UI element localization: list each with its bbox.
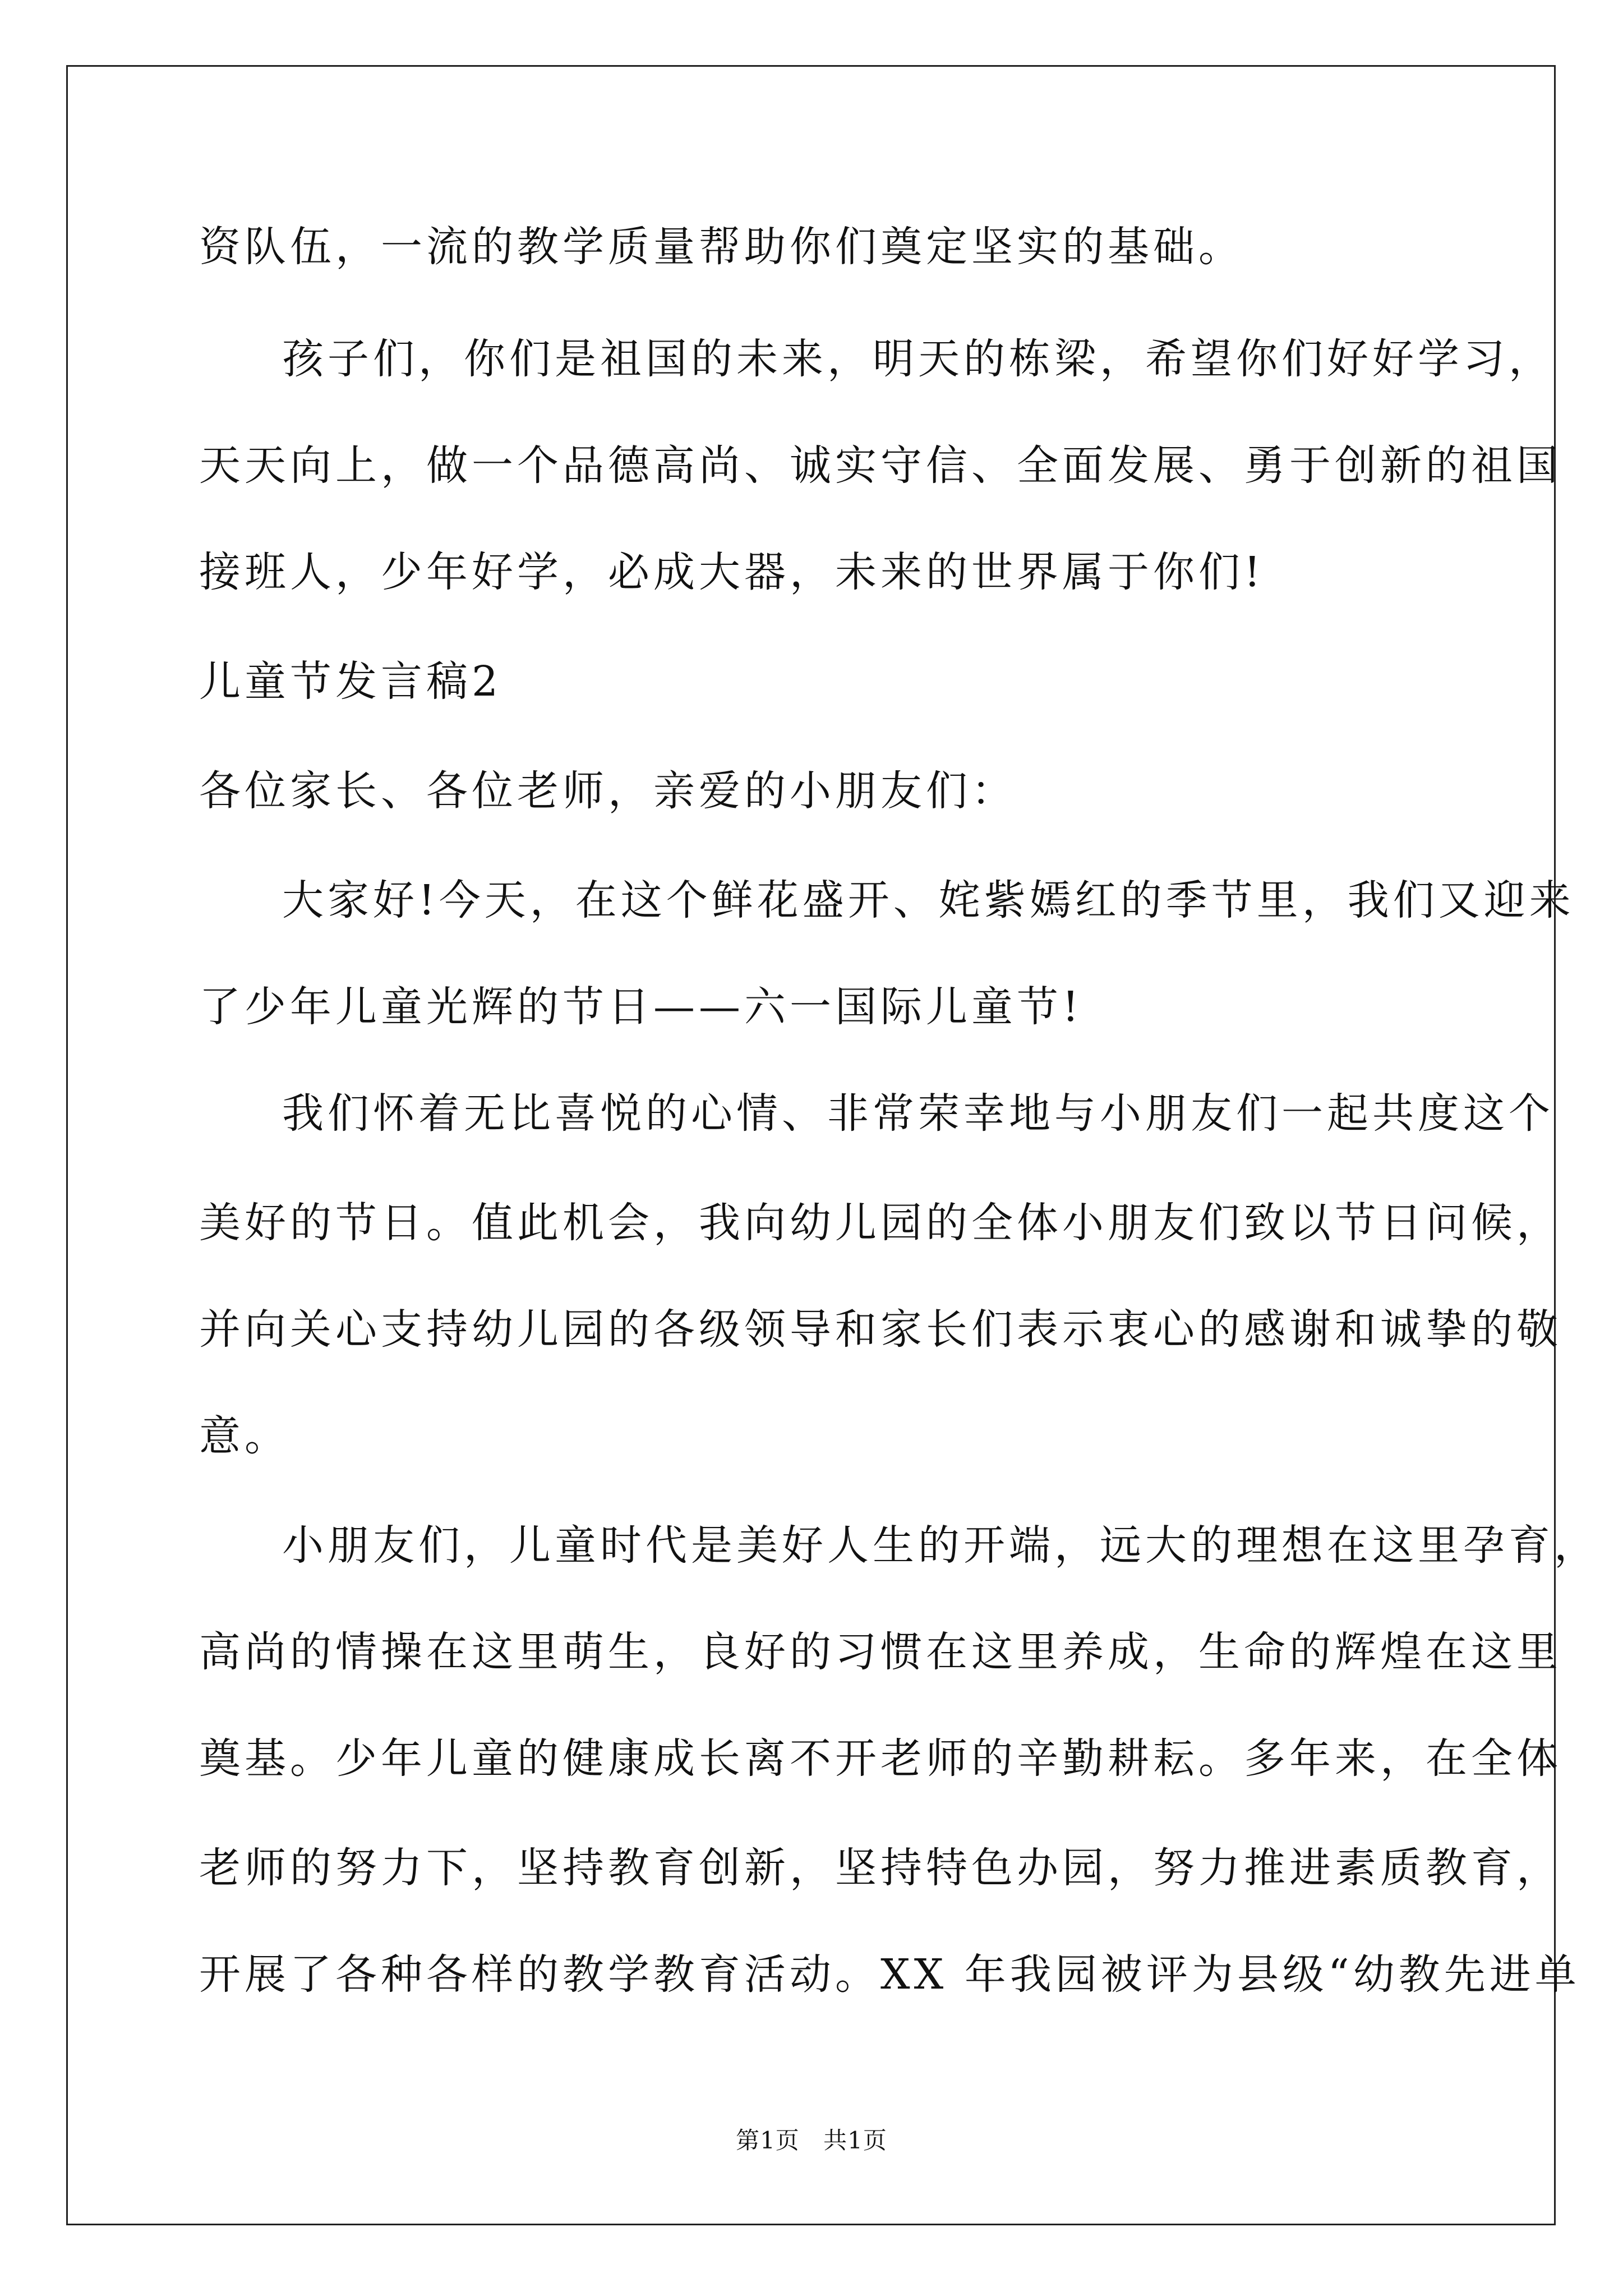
text-line: 资队伍，一流的教学质量帮助你们奠定坚实的基础。: [199, 223, 1244, 271]
text-line: 孩子们，你们是祖国的未来，明天的栋梁，希望你们好好学习，: [282, 335, 1554, 383]
text-line: 大家好!今天，在这个鲜花盛开、姹紫嫣红的季节里，我们又迎来: [282, 876, 1575, 924]
text-line: 并向关心支持幼儿园的各级领导和家长们表示衷心的感谢和诚挚的敬: [199, 1305, 1562, 1354]
text-line: 开展了各种各样的教学教育活动。XX 年我园被评为县级“幼教先进单: [199, 1950, 1580, 1999]
text-line: 奠基。少年儿童的健康成长离不开老师的辛勤耕耘。多年来，在全体: [199, 1734, 1562, 1783]
text-line: 小朋友们，儿童时代是美好人生的开端，远大的理想在这里孕育，: [282, 1521, 1599, 1570]
text-line: 接班人，少年好学，必成大器，未来的世界属于你们!: [199, 548, 1265, 596]
page-total: 共1页: [823, 2127, 887, 2154]
text-line: 我们怀着无比喜悦的心情、非常荣幸地与小朋友们一起共度这个: [282, 1089, 1554, 1138]
text-line: 了少年儿童光辉的节日——六一国际儿童节!: [199, 983, 1083, 1031]
text-line: 高尚的情操在这里萌生，良好的习惯在这里养成，生命的辉煌在这里: [199, 1628, 1562, 1676]
text-line: 天天向上，做一个品德高尚、诚实守信、全面发展、勇于创新的祖国: [199, 441, 1562, 490]
salutation: 各位家长、各位老师，亲爱的小朋友们：: [199, 767, 1017, 815]
page-border: [66, 65, 1556, 2225]
text-line: 意。: [199, 1412, 290, 1460]
page-number: 第1页: [736, 2127, 800, 2154]
text-line: 老师的努力下，坚持教育创新，坚持特色办园，努力推进素质教育，: [199, 1844, 1562, 1892]
page-footer: [0, 2124, 1623, 2157]
text-line: 美好的节日。值此机会，我向幼儿园的全体小朋友们致以节日问候，: [199, 1199, 1562, 1247]
section-heading: 儿童节发言稿2: [199, 657, 502, 706]
